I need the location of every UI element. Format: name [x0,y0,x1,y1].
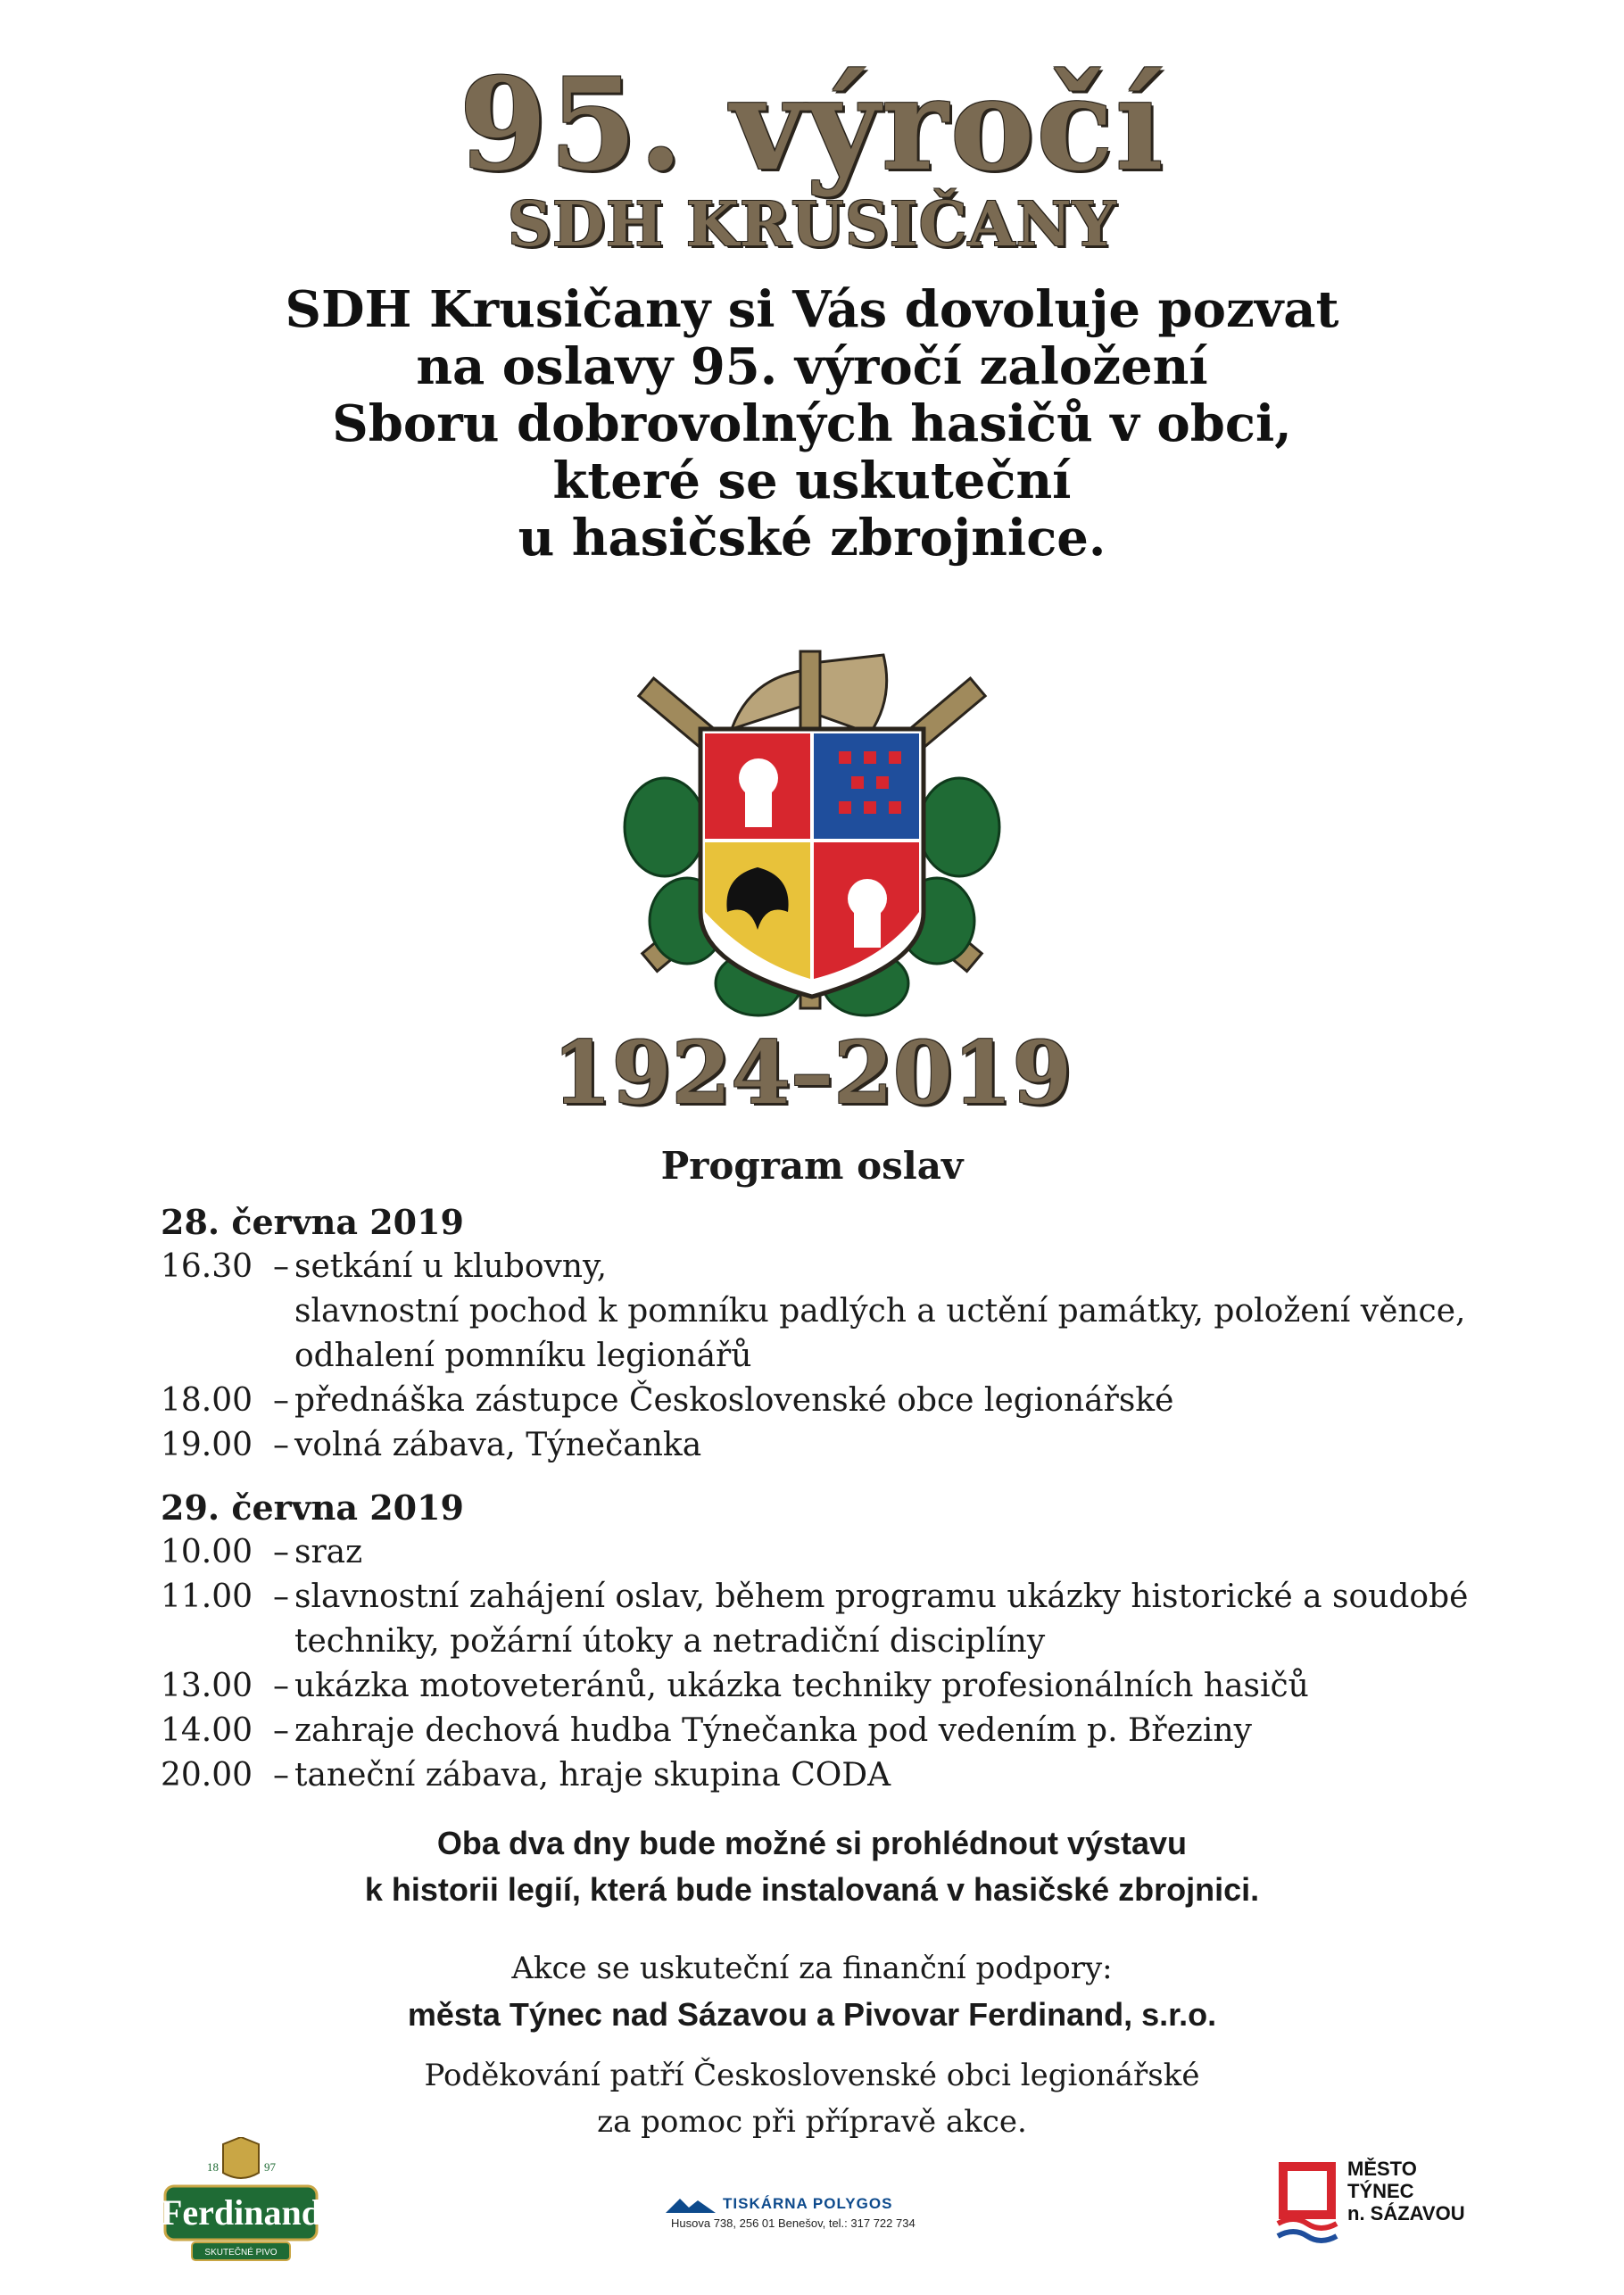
item-dash: – [273,1578,289,1615]
invite-line: SDH Krusičany si Vás dovoluje pozvat [285,280,1339,339]
item-dash: – [273,1382,289,1419]
polygos-name: TISKÁRNA POLYGOS [723,2195,893,2212]
ferdinand-tagline: SKUTEČNÉ PIVO [204,2248,278,2258]
thanks-line: Poděkování patří Československé obci legionářské [424,2058,1200,2093]
item-dash: – [273,1668,289,1704]
polygos-logo [660,2195,964,2249]
item-dash: – [273,1757,289,1794]
item-text: přednáška zástupce Československé obce legionářské [294,1382,1174,1419]
ferdinand-crest-icon [161,2137,321,2271]
anniversary-years: 1924–2019 [551,1023,1073,1123]
item-text: ukázka motoveteránů, ukázka techniky profesionálních hasičů [294,1668,1309,1704]
item-time: 16.30 [161,1248,253,1285]
mesto-line: n. SÁZAVOU [1347,2202,1465,2225]
ferdinand-logo [161,2137,321,2271]
polygos-address: Husova 738, 256 01 Benešov, tel.: 317 722 734 [671,2216,916,2230]
item-text: slavnostní zahájení oslav, během programu ukázky historické a soudobé [294,1578,1469,1615]
item-text: zahraje dechová hudba Týnečanka pod vedením p. Březiny [294,1712,1252,1749]
polygos-mountain-icon [664,2195,717,2215]
day-heading: 28. června 2019 [161,1202,464,1242]
invite-line: Sboru dobrovolných hasičů v obci, [332,394,1292,453]
mesto-tynec-logo [1276,2158,1499,2256]
item-time: 19.00 [161,1427,253,1463]
program-title: Program oslav [660,1144,964,1188]
exhibit-line: k historii legií, která bude instalovaná v hasičské zbrojnici. [364,1871,1260,1908]
mesto-line: TÝNEC [1347,2180,1414,2202]
schedule-item [161,1709,1499,1753]
item-text: setkání u klubovny, [294,1248,608,1285]
thanks-line: za pomoc při přípravě akce. [597,2104,1027,2140]
schedule-item [161,1575,1499,1660]
support-note [0,1945,1624,2038]
poster-title: 95. výročí [459,51,1165,199]
item-time: 18.00 [161,1382,253,1419]
firefighter-emblem-icon [616,644,1008,1019]
invite-line: u hasičské zbrojnice. [518,509,1106,568]
schedule-item [161,1245,1499,1374]
item-text: techniky, požární útoky a netradiční disciplíny [294,1623,1046,1660]
item-text: taneční zábava, hraje skupina CODA [294,1757,891,1794]
item-time: 13.00 [161,1668,253,1704]
ferdinand-name: Ferdinand [161,2192,321,2233]
support-line: Akce se uskuteční za finanční podpory: [511,1951,1113,1986]
item-dash: – [273,1712,289,1749]
item-dash: – [273,1427,289,1463]
invitation-text [0,281,1624,567]
schedule-item [161,1530,1499,1575]
item-dash: – [273,1534,289,1570]
schedule-item [161,1423,1499,1468]
item-text: sraz [294,1534,363,1570]
thanks-note [0,2052,1624,2145]
invite-line: na oslavy 95. výročí založení [416,337,1208,396]
invite-line: které se uskuteční [552,452,1072,510]
mesto-line: MĚSTO [1347,2158,1417,2180]
item-text: odhalení pomníku legionářů [294,1338,752,1374]
item-text: volná zábava, Týnečanka [294,1427,702,1463]
exhibit-note [0,1820,1624,1913]
schedule-item [161,1664,1499,1709]
item-dash: – [273,1248,289,1285]
ferdinand-year-left: 18 [207,2160,219,2174]
ferdinand-year-right: 97 [264,2160,276,2174]
mesto-tynec-icon [1276,2159,1338,2249]
mesto-tynec-text [1347,2158,1465,2225]
item-time: 11.00 [161,1578,253,1615]
support-sponsors: města Týnec nad Sázavou a Pivovar Ferdinand, s.r.o. [407,1996,1217,2033]
item-time: 20.00 [161,1757,253,1794]
item-time: 10.00 [161,1534,253,1570]
day-heading: 29. června 2019 [161,1487,464,1528]
exhibit-line: Oba dva dny bude možné si prohlédnout výstavu [436,1825,1188,1861]
schedule-item [161,1379,1499,1423]
item-time: 14.00 [161,1712,253,1749]
item-text: slavnostní pochod k pomníku padlých a uctění památky, položení věnce, [294,1293,1466,1330]
schedule-item [161,1753,1499,1798]
poster-subtitle: SDH KRUSIČANY [507,189,1117,261]
